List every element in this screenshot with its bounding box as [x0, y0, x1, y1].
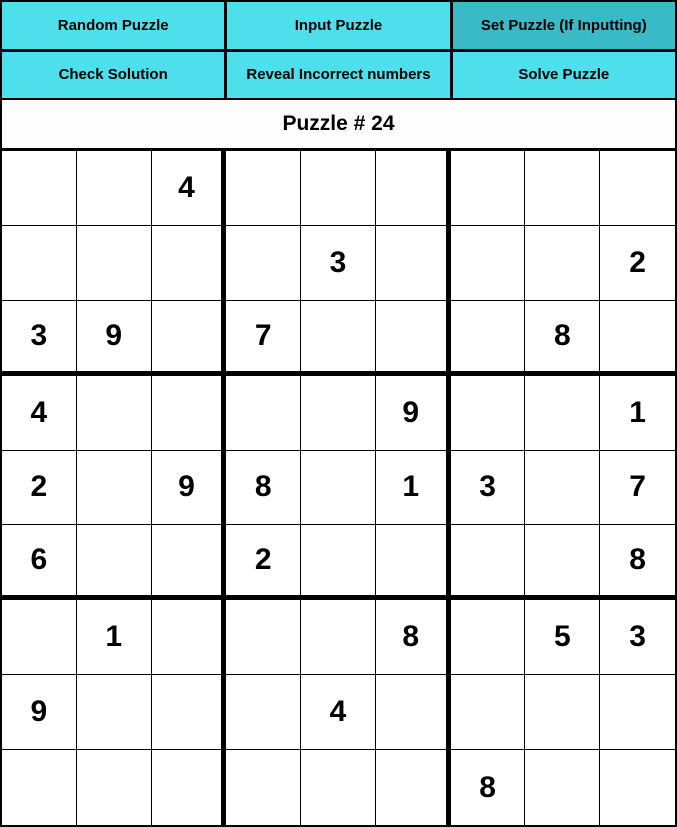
sudoku-cell[interactable]: 3: [301, 226, 376, 301]
sudoku-cell[interactable]: [600, 750, 675, 825]
input-puzzle-button[interactable]: Input Puzzle: [227, 2, 449, 49]
sudoku-cell[interactable]: [77, 675, 152, 750]
sudoku-cell[interactable]: [301, 525, 376, 600]
sudoku-cell[interactable]: [152, 675, 227, 750]
sudoku-cell[interactable]: [77, 151, 152, 226]
sudoku-cell[interactable]: [376, 301, 451, 376]
sudoku-cell[interactable]: 3: [600, 600, 675, 675]
sudoku-cell[interactable]: [152, 750, 227, 825]
sudoku-cell[interactable]: [301, 451, 376, 526]
sudoku-cell[interactable]: [226, 226, 301, 301]
sudoku-cell[interactable]: [525, 226, 600, 301]
sudoku-cell[interactable]: 9: [376, 376, 451, 451]
sudoku-cell[interactable]: [301, 376, 376, 451]
sudoku-cell[interactable]: 4: [152, 151, 227, 226]
sudoku-cell[interactable]: [376, 675, 451, 750]
sudoku-cell[interactable]: [226, 750, 301, 825]
sudoku-cell[interactable]: 9: [2, 675, 77, 750]
sudoku-cell[interactable]: [525, 750, 600, 825]
sudoku-cell[interactable]: 3: [2, 301, 77, 376]
sudoku-cell[interactable]: [525, 451, 600, 526]
sudoku-cell[interactable]: [77, 750, 152, 825]
check-solution-button[interactable]: Check Solution: [2, 52, 224, 99]
sudoku-cell[interactable]: 2: [2, 451, 77, 526]
sudoku-cell[interactable]: 3: [451, 451, 526, 526]
reveal-incorrect-button[interactable]: Reveal Incorrect numbers: [227, 52, 449, 99]
sudoku-cell[interactable]: 6: [2, 525, 77, 600]
sudoku-cell[interactable]: [152, 600, 227, 675]
sudoku-cell[interactable]: 8: [525, 301, 600, 376]
sudoku-cell[interactable]: [525, 525, 600, 600]
sudoku-cell[interactable]: [600, 301, 675, 376]
sudoku-cell[interactable]: 4: [301, 675, 376, 750]
sudoku-cell[interactable]: [2, 151, 77, 226]
sudoku-cell[interactable]: [152, 301, 227, 376]
sudoku-cell[interactable]: 2: [226, 525, 301, 600]
sudoku-cell[interactable]: [77, 226, 152, 301]
sudoku-cell[interactable]: 8: [376, 600, 451, 675]
sudoku-cell[interactable]: [2, 600, 77, 675]
sudoku-cell[interactable]: [152, 226, 227, 301]
sudoku-cell[interactable]: 9: [77, 301, 152, 376]
sudoku-cell[interactable]: 9: [152, 451, 227, 526]
sudoku-cell[interactable]: [226, 675, 301, 750]
sudoku-cell[interactable]: 7: [226, 301, 301, 376]
sudoku-cell[interactable]: [152, 525, 227, 600]
random-puzzle-button[interactable]: Random Puzzle: [2, 2, 224, 49]
sudoku-cell[interactable]: [525, 675, 600, 750]
sudoku-cell[interactable]: [301, 301, 376, 376]
sudoku-cell[interactable]: [77, 376, 152, 451]
sudoku-cell[interactable]: 1: [376, 451, 451, 526]
sudoku-cell[interactable]: [226, 376, 301, 451]
sudoku-cell[interactable]: [525, 151, 600, 226]
set-puzzle-button[interactable]: Set Puzzle (If Inputting): [453, 2, 675, 49]
sudoku-cell[interactable]: [226, 600, 301, 675]
sudoku-cell[interactable]: [301, 600, 376, 675]
sudoku-cell[interactable]: [376, 525, 451, 600]
sudoku-cell[interactable]: [525, 376, 600, 451]
sudoku-cell[interactable]: 8: [451, 750, 526, 825]
sudoku-cell[interactable]: [301, 151, 376, 226]
sudoku-cell[interactable]: [451, 301, 526, 376]
sudoku-cell[interactable]: [451, 376, 526, 451]
sudoku-cell[interactable]: 8: [226, 451, 301, 526]
sudoku-cell[interactable]: [77, 525, 152, 600]
sudoku-cell[interactable]: 7: [600, 451, 675, 526]
sudoku-cell[interactable]: [376, 750, 451, 825]
sudoku-cell[interactable]: [451, 525, 526, 600]
sudoku-cell[interactable]: [376, 151, 451, 226]
sudoku-cell[interactable]: [77, 451, 152, 526]
sudoku-cell[interactable]: [2, 226, 77, 301]
sudoku-board: [0, 148, 677, 827]
sudoku-cell[interactable]: [451, 226, 526, 301]
sudoku-cell[interactable]: 1: [77, 600, 152, 675]
sudoku-cell[interactable]: [600, 151, 675, 226]
toolbar: [0, 0, 677, 100]
sudoku-cell[interactable]: [451, 600, 526, 675]
sudoku-cell[interactable]: 4: [2, 376, 77, 451]
sudoku-cell[interactable]: 5: [525, 600, 600, 675]
sudoku-cell[interactable]: 8: [600, 525, 675, 600]
puzzle-title: Puzzle # 24: [282, 112, 395, 135]
sudoku-cell[interactable]: [600, 675, 675, 750]
sudoku-cell[interactable]: [152, 376, 227, 451]
title-band: [2, 100, 675, 148]
sudoku-cell[interactable]: 1: [600, 376, 675, 451]
sudoku-cell[interactable]: [301, 750, 376, 825]
sudoku-cell[interactable]: 2: [600, 226, 675, 301]
solve-puzzle-button[interactable]: Solve Puzzle: [453, 52, 675, 99]
sudoku-cell[interactable]: [376, 226, 451, 301]
sudoku-cell[interactable]: [226, 151, 301, 226]
sudoku-cell[interactable]: [2, 750, 77, 825]
sudoku-cell[interactable]: [451, 675, 526, 750]
sudoku-cell[interactable]: [451, 151, 526, 226]
